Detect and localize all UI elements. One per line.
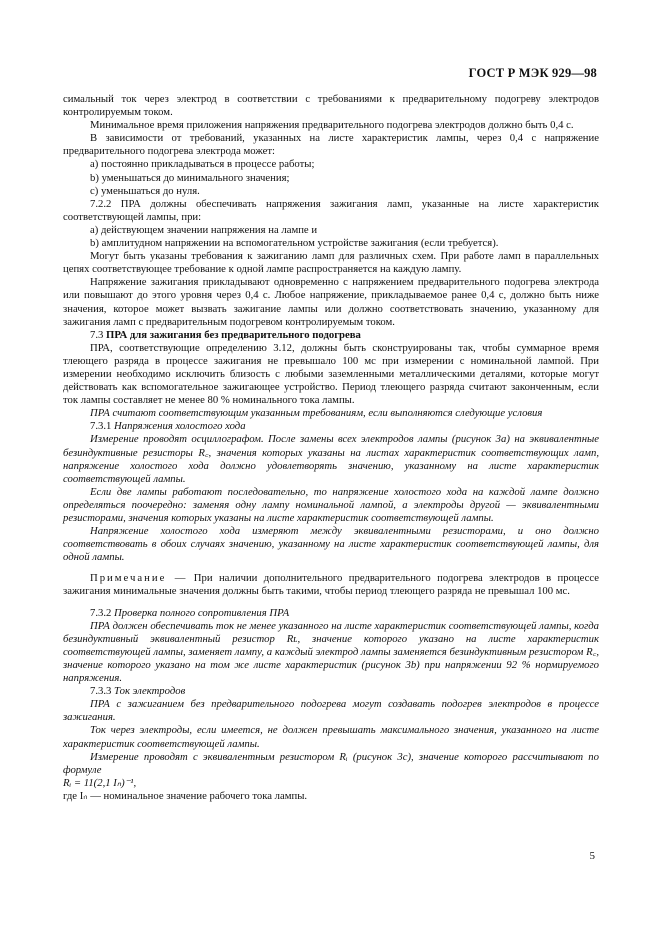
- paragraph: В зависимости от требований, указанных на листе характеристик лампы, через 0,4 с напряжение предварительного подогрева электрода может:: [63, 132, 599, 158]
- paragraph: Могут быть указаны требования к зажиганию ламп для различных схем. При работе ламп в параллельных цепях соответствующее требование к одной лампе распространяется на каждую лампу.: [63, 250, 599, 276]
- paragraph: Ток через электроды, если имеется, не должен превышать максимального значения, указанного на листе характеристик соответствующей лампы.: [63, 724, 599, 750]
- paragraph: Напряжение холостого хода измеряют между эквивалентными резисторами, и оно должно соответствовать в обоих случаях значению, указанному на листе характеристик соответствующей лампы, для одной лампы.: [63, 525, 599, 564]
- section-number: 7.3.3: [90, 685, 112, 698]
- paragraph: где Iₙ — номинальное значение рабочего тока лампы.: [63, 789, 308, 802]
- list-item: b) уменьшаться до минимального значения;: [90, 171, 290, 184]
- paragraph: Если две лампы работают последовательно, то напряжение холостого хода на каждой лампе должно определяться поочередно: заменяя одну лампу номинальной лампой, а электроды другой — эквивалентными резисторами, значения которых указаны на листе характеристик соответствующей лампы.: [63, 485, 599, 524]
- paragraph: ПРА должен обеспечивать ток не менее указанного на листе характеристик соответствующей лампы, когда безиндуктивный эквивалентный резистор Rʟ, значение которого указано на листе характеристик соответствующей лампы, заменяет лампу, а каждый электрод лампы заменяется безиндуктивным резистором R꜀, значение которого указано на том же листе характеристик (рисунок 3b) при напряжении 92 % нормируемого напряжения.: [63, 619, 599, 685]
- subsection-heading: [63, 420, 599, 433]
- note-label: Примечание —: [90, 572, 188, 585]
- section-number: 7.3.1: [90, 420, 112, 433]
- section-number: 7.3.2: [90, 606, 112, 619]
- list-item: а) постоянно прикладываться в процессе работы;: [90, 158, 315, 171]
- paragraph: Измерение проводят с эквивалентным резистором Rᵢ (рисунок 3с), значение которого рассчитывают по формуле: [63, 750, 599, 776]
- section-heading: [63, 329, 599, 342]
- section-title: Ток электродов: [114, 685, 186, 698]
- paragraph: ПРА считают соответствующим указанным требованиям, если выполняются следующие условия: [90, 407, 543, 420]
- section-number: 7.3: [90, 328, 104, 341]
- paragraph: ПРА с зажиганием без предварительного подогрева могут создавать подогрев электродов в процессе зажигания.: [63, 698, 599, 724]
- paragraph: 7.2.2 ПРА должны обеспечивать напряжения зажигания ламп, указанные на листе характеристик соответствующей лампы, при:: [63, 197, 599, 223]
- note-text: При наличии дополнительного предварительного подогрева электродов в процессе зажигания минимальные значения должны быть такими, чтобы период тлеющего разряда не превышал 100 мс.: [63, 572, 600, 598]
- list-item: a) действующем значении напряжения на лампе и: [90, 223, 318, 236]
- section-title: Напряжения холостого хода: [114, 420, 246, 433]
- paragraph: ПРА, соответствующие определению 3.12, должны быть сконструированы так, чтобы суммарное время тлеющего разряда в процессе зажигания не превышало 100 мс при измерении с номинальной лампой. При измерении необходимо исключить близость с любыми заземленными металлическими деталями, которые могут действовать как вспомогательное зажигающее устройство. Период тлеющего разряда считают законченным, если ток лампы составляет не менее 80 % номинального тока лампы.: [63, 341, 599, 407]
- subsection-heading: [63, 685, 599, 698]
- paragraph: Напряжение зажигания прикладывают одновременно с напряжением предварительного подогрева электрода или повышают до этого уровня через 0,4 с. Любое напряжение, прикладываемое ранее 0,4 с, должно быть ниже значения, которое может вызвать зажигание лампы или должно соответствовать значению, указанному для зажигания ламп с предварительным подогревом контролируемым током.: [63, 276, 599, 328]
- list-item: c) уменьшаться до нуля.: [90, 184, 200, 197]
- paragraph: симальный ток через электрод в соответствии с требованиями к предварительному подогреву электродов контролируемым током.: [63, 93, 599, 119]
- formula: Rᵢ = 11(2,1 Iₙ)⁻¹,: [63, 776, 137, 789]
- paragraph: Минимальное время приложения напряжения предварительного подогрева электродов должно быть 0,4 с.: [90, 119, 574, 132]
- document-header: ГОСТ Р МЭК 929—98: [468, 66, 597, 80]
- section-title: Проверка полного сопротивления ПРА: [114, 606, 290, 619]
- subsection-heading: [63, 607, 599, 620]
- page-number: 5: [589, 850, 595, 862]
- section-title: ПРА для зажигания без предварительного подогрева: [106, 328, 361, 341]
- paragraph: Измерение проводят осциллографом. После замены всех электродов лампы (рисунок 3а) на эквивалентные безиндуктивные резисторы R꜀, значения которых указаны на листах характеристик соответствующих ламп, напряжение холостого хода должно удовлетворять значению, указанному на листе характеристик соответствующей лампы.: [63, 433, 599, 485]
- body-text: [63, 93, 599, 803]
- note: [63, 572, 599, 598]
- list-item: b) амплитудном напряжении на вспомогательном устройстве зажигания (если требуется).: [90, 237, 499, 250]
